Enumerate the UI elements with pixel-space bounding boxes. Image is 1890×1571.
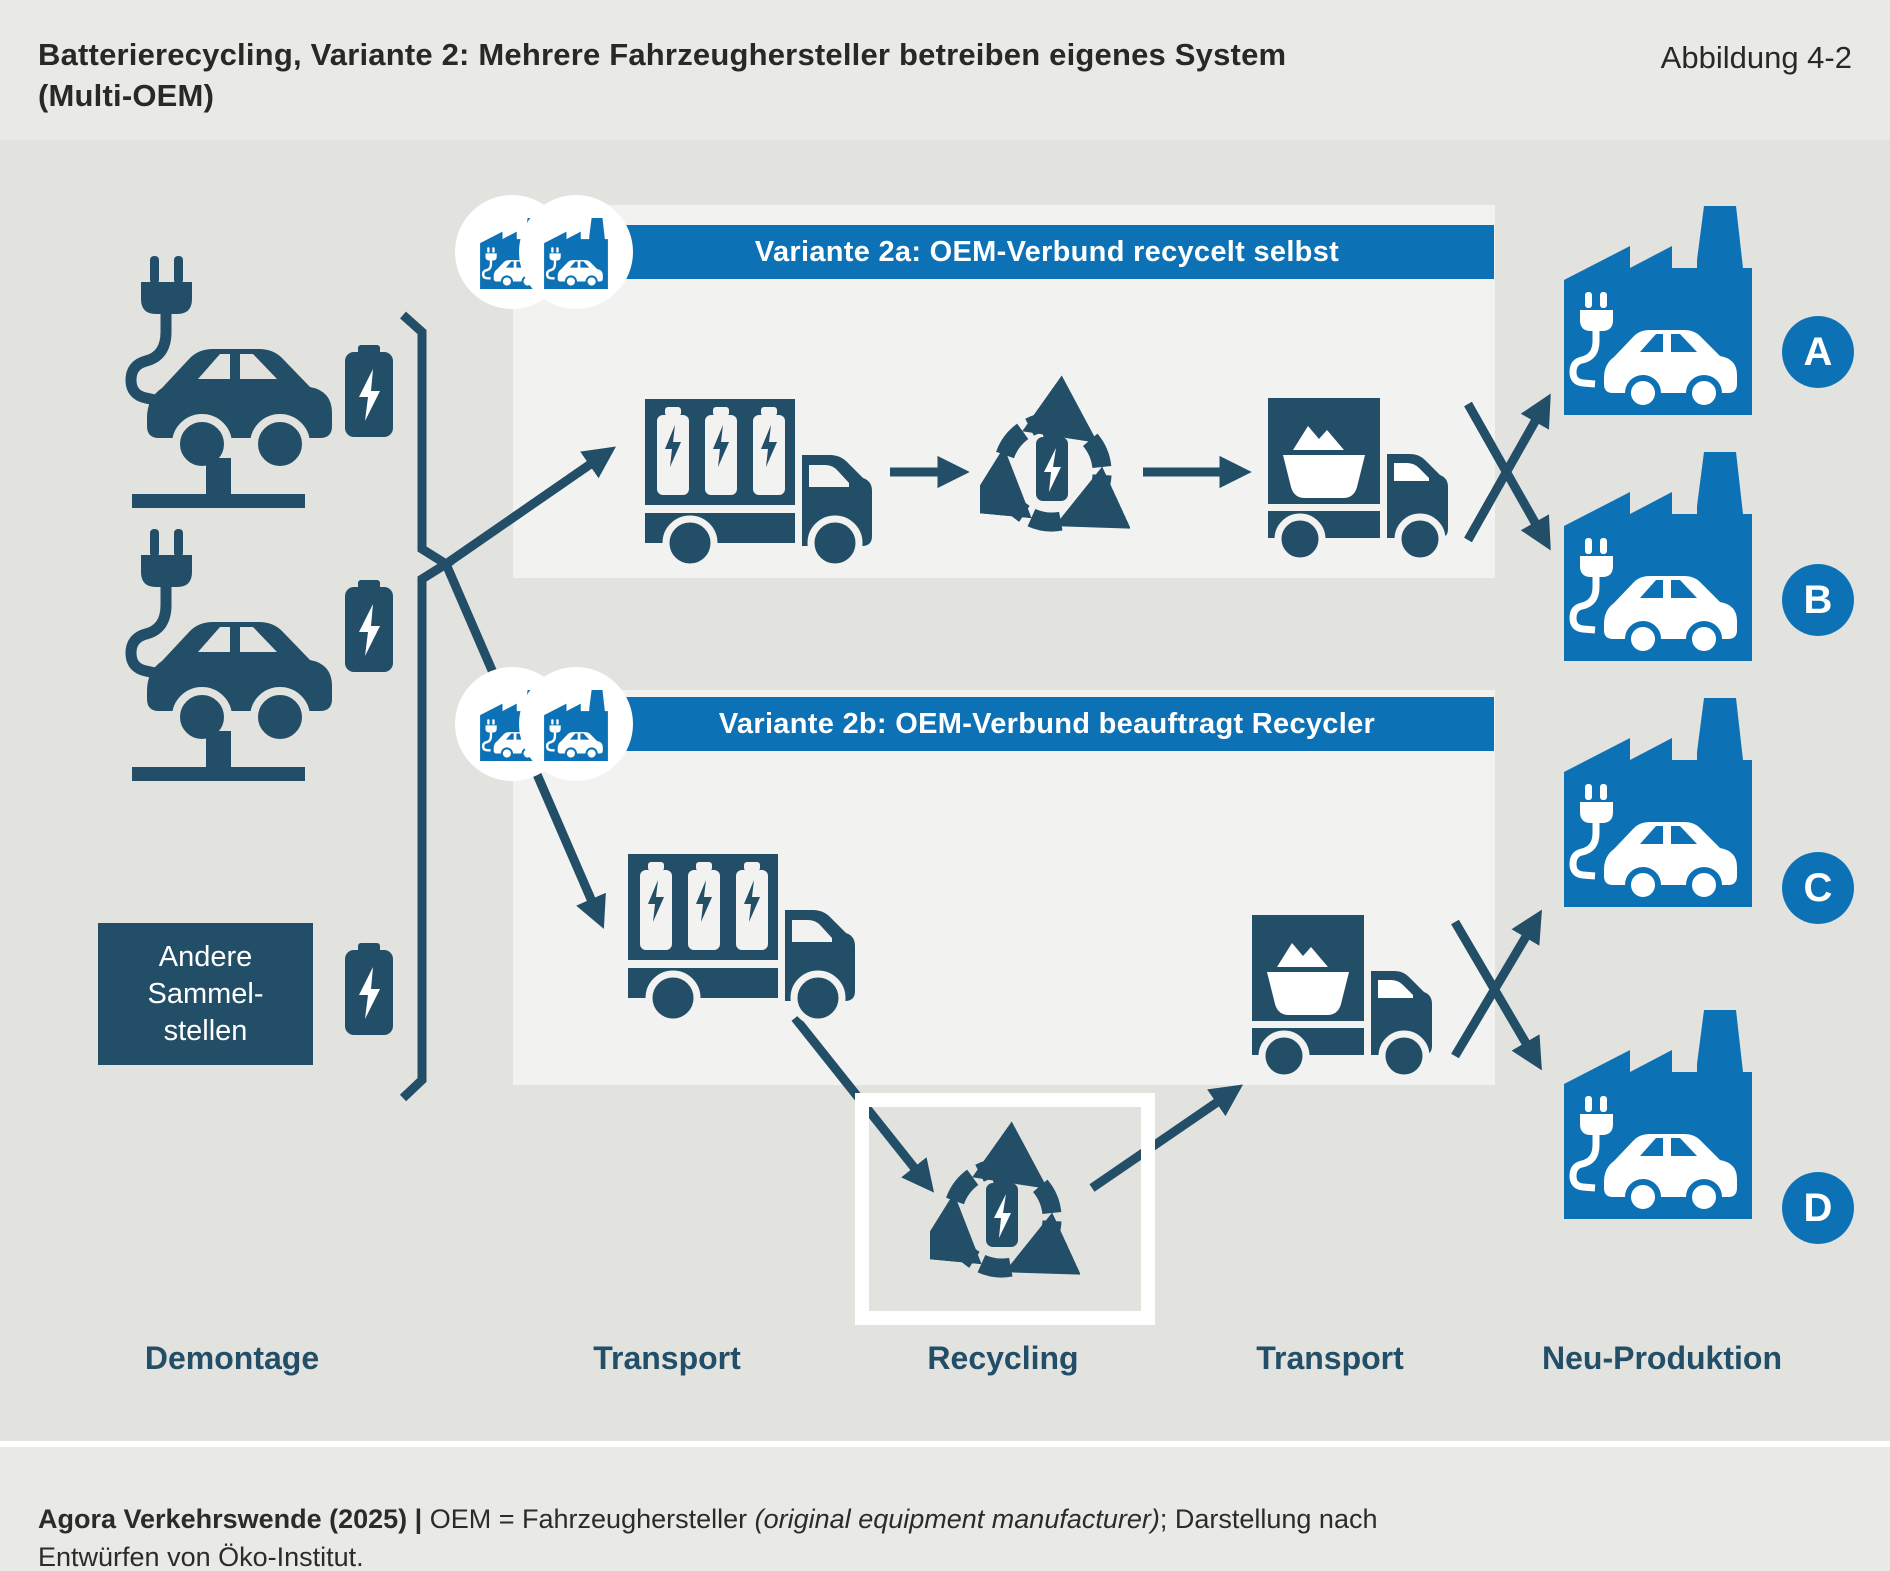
collection-bracket	[403, 315, 446, 1098]
footer-text	[38, 1500, 1478, 1571]
footer-note-2: ; Darstellung nach Entwürfen von Öko-Institut.	[38, 1504, 1378, 1571]
ev-car-on-lift-icon-1	[103, 248, 333, 518]
footer-note-italic: (original equipment manufacturer)	[754, 1504, 1160, 1534]
factory-icon-d	[1558, 1004, 1758, 1219]
factory-label-d: D	[1782, 1172, 1854, 1244]
page-title-line2: (Multi-OEM)	[38, 78, 215, 113]
figure-label: Abbildung 4-2	[1660, 40, 1852, 75]
collection-box-line2: Sammel-	[147, 977, 264, 1010]
oem-badge-2-variant-a	[519, 195, 633, 309]
collection-box-line1: Andere	[158, 940, 253, 973]
battery-icon-2	[345, 580, 393, 672]
stage-label-demontage: Demontage	[144, 1340, 320, 1376]
stage-label-neu-produktion: Neu-Produktion	[1542, 1340, 1782, 1376]
factory-label-b: B	[1782, 564, 1854, 636]
materials-truck-icon-2a	[1268, 398, 1458, 568]
other-collection-points-box	[98, 923, 313, 1065]
battery-truck-icon-2b	[628, 848, 863, 1028]
ev-car-on-lift-icon-2	[103, 521, 333, 791]
footer-source: Agora Verkehrswende (2025) |	[38, 1504, 423, 1534]
page-title	[38, 34, 1298, 116]
oem-badge-2-variant-b	[519, 667, 633, 781]
factory-label-a: A	[1782, 316, 1854, 388]
battery-truck-icon-2a	[645, 393, 880, 573]
stage-label-transport-1: Transport	[593, 1340, 741, 1376]
battery-recycling-icon-2b	[930, 1118, 1080, 1308]
battery-recycling-icon-2a	[980, 372, 1130, 562]
factory-icon-a	[1558, 200, 1758, 415]
collection-box-line3: stellen	[163, 1014, 248, 1047]
footer-note-1: OEM = Fahrzeughersteller	[429, 1504, 748, 1534]
footer	[0, 1447, 1890, 1571]
battery-icon-1	[345, 345, 393, 437]
stage-label-recycling: Recycling	[927, 1340, 1079, 1376]
stage-label-transport-2: Transport	[1256, 1340, 1404, 1376]
factory-icon-c	[1558, 692, 1758, 907]
factory-label-c: C	[1782, 852, 1854, 924]
factory-car-icon	[542, 216, 610, 289]
diagram-area	[0, 140, 1890, 1441]
page-title-line1: Batterierecycling, Variante 2: Mehrere Fahrzeughersteller betreiben eigenes System	[38, 37, 1287, 72]
variant-a-banner-label: Variante 2a: OEM-Verbund recycelt selbst	[754, 235, 1340, 268]
factory-car-icon	[542, 688, 610, 761]
factory-icon-b	[1558, 446, 1758, 661]
materials-truck-icon-2b	[1252, 915, 1442, 1085]
battery-icon-3	[345, 943, 393, 1035]
arrow-to-variant-a-truck	[446, 452, 608, 564]
variant-b-banner-label: Variante 2b: OEM-Verbund beauftragt Recycler	[718, 707, 1376, 740]
